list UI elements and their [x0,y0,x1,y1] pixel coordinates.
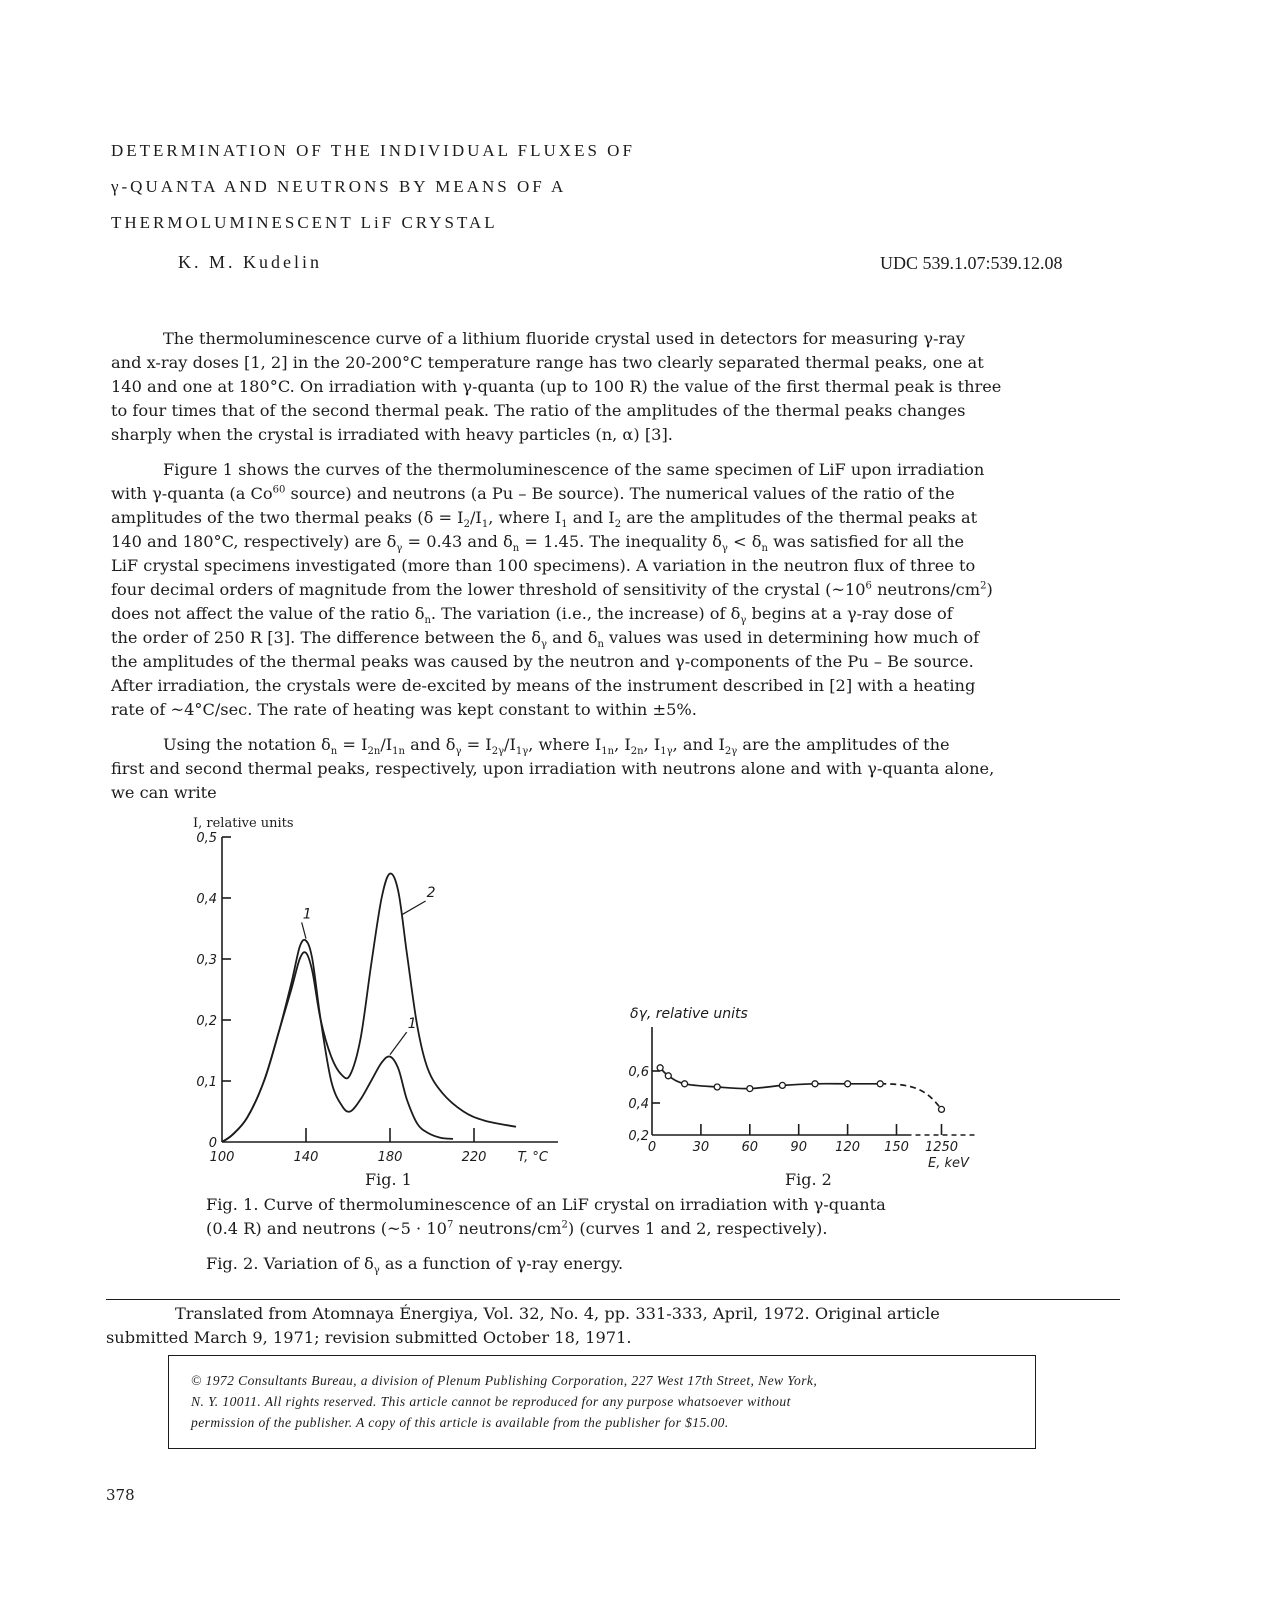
page-number: 378 [106,1486,135,1504]
subscript: 2n [367,746,381,758]
subscript: 2 [463,519,470,531]
fig2-data-point [747,1086,753,1092]
text-line: to four times that of the second thermal peak. The ratio of the amplitudes of the thermal peaks changes [111,401,966,420]
fig1-y-tick-label: 0,5 [196,831,217,846]
text-run: /I [469,508,482,527]
text-run: , I [643,735,661,754]
subscript: 1 [481,519,489,531]
subscript: n [597,639,604,651]
fig1-curves [222,873,516,1142]
paragraph-1 [111,327,1111,447]
caption-run: (0.4 R) and neutrons (~5 · 10 [206,1219,447,1238]
fig2-data-point [714,1084,720,1090]
fig2-curves [657,1065,944,1113]
text-line: © 1972 Consultants Bureau, a division of Plenum Publishing Corporation, 227 West 17th Street, New York, [191,1373,818,1388]
fig2-x-tick-label: 90 [790,1140,807,1155]
fig1-axes [222,837,558,1142]
paragraph-2 [111,458,1111,722]
text-line [111,674,1111,698]
text-line [111,506,1111,530]
text-run: was satisfied for all the [767,532,965,551]
fig1-x-tick-label: 140 [293,1150,319,1165]
subscript: 1γ [660,746,673,758]
fig1-curve-1 [222,940,453,1142]
fig2-data-point [939,1106,945,1112]
subscript: γ [455,746,462,758]
text-run: , where I [488,508,562,527]
fig2-x-tick-label: 60 [741,1140,759,1155]
text-run: Figure 1 shows the curves of the thermoluminescence of the same specimen of LiF upon irradiation [163,460,985,479]
fig2-chart [610,995,990,1190]
fig2-label: Fig. 2 [785,1170,832,1189]
fig2-y-tick-label: 0,4 [628,1097,649,1112]
text-line [111,554,1111,578]
text-run: and δ [404,735,456,754]
text-run: does not affect the value of the ratio δ [111,604,425,623]
text-run: the order of 250 R [3]. The difference between the δ [111,628,541,647]
text-run: , I [614,735,631,754]
text-line [111,626,1111,650]
fig2-x-axis-label: E, keV [928,1156,969,1171]
text-run: begins at a γ-ray dose of [746,604,953,623]
text-line [111,482,1111,506]
text-line: sharply when the crystal is irradiated with heavy particles (n, α) [3]. [111,425,673,444]
text-line [111,650,1111,674]
fig2-data-point [877,1081,883,1087]
fig2-x-tick-label: 150 [884,1140,909,1155]
text-run: 140 and 180°C, respectively) are δ [111,532,397,551]
text-run: are the amplitudes of the thermal peaks at [621,508,978,527]
text-line [111,530,1111,554]
subscript: γ [721,543,728,555]
text-run: first and second thermal peaks, respectively, upon irradiation with neutrons alone and with γ-quanta alone, [111,759,995,778]
fig2-curve-dashed-tail [880,1084,941,1110]
text-line [111,698,1111,722]
fig1-curve-2 [222,873,516,1142]
fig1-x-tick-label: 100 [209,1150,235,1165]
text-line: N. Y. 10011. All rights reserved. This article cannot be reproduced for any purpose whatsoever without [191,1394,791,1409]
text-run: < δ [727,532,762,551]
fig2-data-point [845,1081,851,1087]
article-title [111,133,831,241]
copyright-box [168,1355,1036,1449]
fig2-data-point [665,1073,671,1079]
text-line: The thermoluminescence curve of a lithium fluoride crystal used in detectors for measuring γ-ray [163,329,966,348]
superscript: 2 [980,580,987,592]
text-run: with γ-quanta (a Co [111,484,273,503]
text-run: values was used in determining how much of [603,628,980,647]
text-run: /I [380,735,393,754]
text-run: ) [986,580,993,599]
text-line: submitted March 9, 1971; revision submitted October 18, 1971. [106,1328,632,1347]
text-run: amplitudes of the two thermal peaks (δ = I [111,508,464,527]
text-line: permission of the publisher. A copy of this article is available from the publisher for $15.00. [191,1415,729,1430]
superscript: 7 [446,1219,454,1231]
text-run: After irradiation, the crystals were de-excited by means of the instrument described in [2] with a heating [111,676,976,695]
text-run: = 1.45. The inequality δ [519,532,722,551]
text-line [111,578,1111,602]
figure-1-caption [206,1193,1036,1241]
title-line: DETERMINATION OF THE INDIVIDUAL FLUXES OF [111,141,635,160]
text-line: 140 and one at 180°C. On irradiation with γ-quanta (up to 100 R) the value of the first thermal peak is three [111,377,1002,396]
subscript: γ [740,615,747,627]
text-run: are the amplitudes of the [737,735,950,754]
text-line [111,458,1111,482]
subscript: 2γ [491,746,505,758]
fig2-data-point [657,1065,663,1071]
text-run: = I [461,735,492,754]
caption-run: Fig. 1. Curve of thermoluminescence of an LiF crystal on irradiation with γ-quanta [206,1195,886,1214]
text-run: the amplitudes of the thermal peaks was caused by the neutron and γ-components of the Pu – Be source. [111,652,974,671]
superscript: 2 [561,1219,568,1231]
text-run: source) and neutrons (a Pu – Be source). The numerical values of the ratio of the [285,484,955,503]
text-line [111,757,1111,781]
subscript: 2n [630,746,644,758]
fig1-curve-2-leader [403,901,426,914]
fig2-data-point [779,1082,785,1088]
fig2-data-point [812,1081,818,1087]
text-line [111,781,1111,805]
subscript: 1 [561,519,568,531]
fig1-y-tick-label: 0 [208,1136,217,1151]
udc-code: UDC 539.1.07:539.12.08 [880,253,1063,273]
text-run: . The variation (i.e., the increase) of δ [430,604,741,623]
figure-2-caption [206,1252,1036,1276]
paragraph-3 [111,733,1111,805]
fig1-curve-1-label-a: 1 [302,906,312,923]
title-line: γ-QUANTA AND NEUTRONS BY MEANS OF A [111,177,567,196]
footnote-divider [106,1299,1120,1300]
subscript: n [330,746,338,758]
text-run: and I [567,508,615,527]
subscript: n [424,615,431,627]
caption-run: as a function of γ-ray energy. [379,1254,624,1273]
text-run: = 0.43 and δ [402,532,513,551]
text-run: , and I [672,735,725,754]
copyright-notice [191,1370,1019,1433]
text-line [111,602,1111,626]
fig1-y-axis-label: I, relative units [193,816,294,831]
text-run: four decimal orders of magnitude from the lower threshold of sensitivity of the crystal (~10 [111,580,866,599]
text-line: Translated from Atomnaya Énergiya, Vol. 32, No. 4, pp. 331-333, April, 1972. Original article [175,1304,940,1323]
text-run: , where I [528,735,602,754]
text-run: rate of ~4°C/sec. The rate of heating was kept constant to within ±5%. [111,700,697,719]
fig1-y-tick-label: 0,1 [196,1075,217,1090]
fig2-x-tick-label: 0 [647,1140,657,1155]
fig2-x-tick-label: 30 [692,1140,710,1155]
fig1-x-axis-label: T, °C [517,1150,548,1165]
text-run: and δ [546,628,598,647]
fig2-data-point [682,1081,688,1087]
fig2-x-tick-label: 120 [835,1140,861,1155]
fig2-y-tick-label: 0,2 [628,1129,649,1144]
subscript: γ [396,543,403,555]
fig1-x-tick-label: 220 [461,1150,487,1165]
subscript: 2γ [724,746,738,758]
text-run: /I [504,735,516,754]
fig1-curve-1-label-b: 1 [407,1016,417,1033]
fig1-curve-2-label: 2 [426,885,436,901]
fig1-y-tick-label: 0,4 [196,892,217,907]
fig1-x-tick-label: 180 [377,1150,403,1165]
fig1-chart [190,810,580,1190]
subscript: n [761,543,768,555]
fig2-y-axis-label: δγ, relative units [630,1006,748,1022]
text-line: and x-ray doses [1, 2] in the 20-200°C temperature range has two clearly separated thermal peaks, one at [111,353,984,372]
subscript: γ [373,1265,380,1277]
subscript: γ [540,639,547,651]
text-line [111,733,1111,757]
fig1-y-tick-label: 0,2 [196,1014,217,1029]
text-run: Using the notation δ [163,735,331,754]
translation-note [106,1302,1116,1350]
superscript: 6 [865,580,872,592]
subscript: n [512,543,520,555]
caption-run: ) (curves 1 and 2, respectively). [567,1219,828,1238]
author-name: K. M. Kudelin [178,252,322,272]
subscript: 1γ [515,746,529,758]
text-run: LiF crystal specimens investigated (more than 100 specimens). A variation in the neutron flux of three to [111,556,976,575]
text-run: we can write [111,783,217,802]
subscript: 1n [601,746,615,758]
caption-run: Fig. 2. Variation of δ [206,1254,374,1273]
text-run: neutrons/cm [871,580,981,599]
caption-run: neutrons/cm [453,1219,562,1238]
fig1-curve-1-leader-a [302,922,306,938]
fig2-y-tick-label: 0,6 [628,1065,649,1080]
superscript: 60 [272,484,286,496]
figure-2 [610,995,990,1190]
fig2-labels [628,1006,970,1171]
fig1-y-tick-label: 0,3 [196,953,217,968]
fig1-label: Fig. 1 [365,1170,412,1189]
subscript: 1n [392,746,405,758]
text-run: = I [337,735,368,754]
fig2-x-tick-label: 1250 [924,1140,959,1155]
title-line: THERMOLUMINESCENT LiF CRYSTAL [111,213,498,232]
subscript: 2 [614,519,622,531]
figure-1 [190,810,580,1190]
fig1-curve-1-leader-b [390,1032,407,1054]
